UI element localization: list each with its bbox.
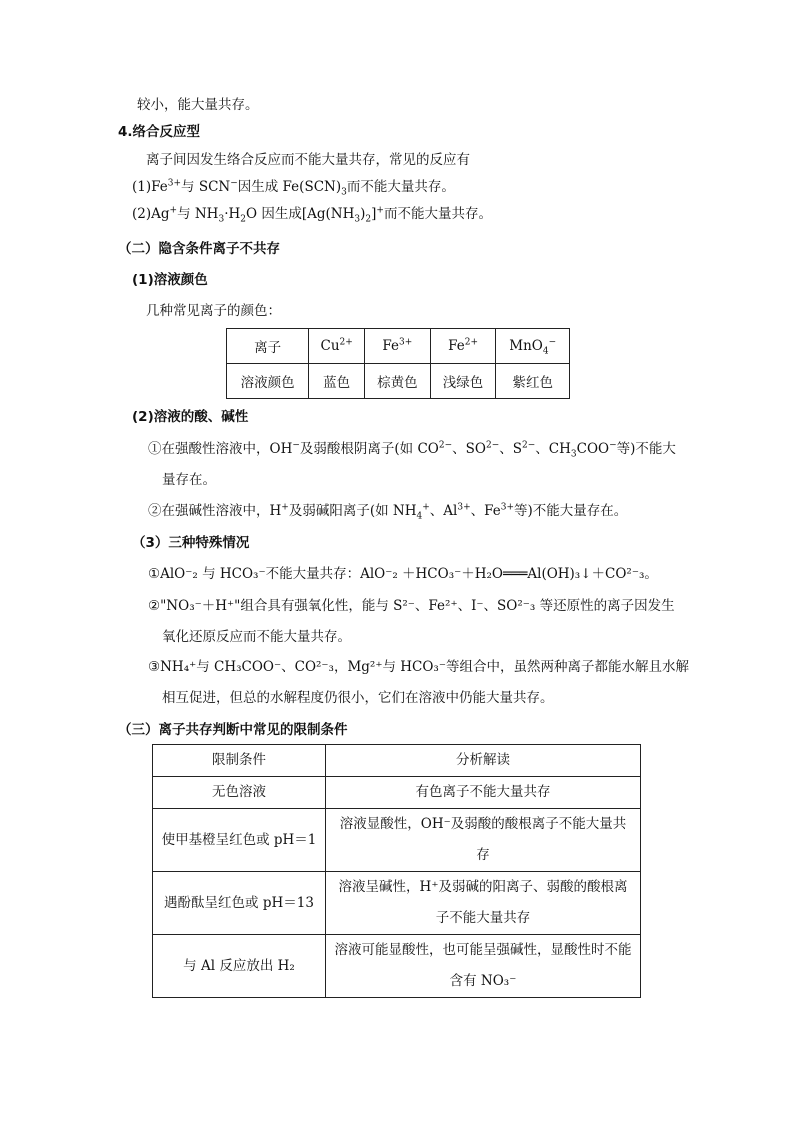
table-row — [153, 935, 641, 998]
table-row — [153, 872, 641, 935]
table-cell: 溶液颜色 — [227, 364, 309, 399]
table-cell: 紫红色 — [496, 364, 570, 399]
acid-condition-line-1: ①在强酸性溶液中，OH−及弱酸根阴离子(如 $CO^{2-}$、$SO^{2-}$、$S^{2-}$、$CH_3COO^-$等)不能大 — [148, 440, 676, 460]
table-cell: 与 Al 反应放出 H₂ — [153, 935, 326, 998]
special-case-3-line-2: 相互促进，但总的水解程度仍很小，它们在溶液中仍能大量共存。 — [162, 690, 554, 706]
table-cell: $Cu^{2+}$ — [309, 329, 365, 364]
section-heading-hidden-conditions: （二）隐含条件离子不共存 — [118, 241, 280, 257]
table-cell — [326, 935, 641, 998]
table-cell: 分析解读 — [326, 745, 641, 777]
cell-line: 含有 NO₃⁻ — [449, 973, 517, 989]
color-intro: 几种常见离子的颜色： — [146, 303, 281, 319]
special-case-2-line-2: 氧化还原反应而不能大量共存。 — [162, 629, 351, 645]
subheading-acid-base: (2)溶液的酸、碱性 — [132, 409, 249, 425]
table-row — [153, 809, 641, 872]
table-cell: 无色溶液 — [153, 777, 326, 809]
cell-line: 溶液显酸性，OH⁻及弱酸的酸根离子不能大量共 — [339, 816, 627, 832]
table-cell: MnO$_4$− — [496, 329, 570, 364]
ion-color-table — [226, 328, 570, 399]
table-row — [227, 364, 570, 399]
cell-line: 子不能大量共存 — [435, 910, 531, 926]
restriction-table — [152, 744, 641, 998]
table-cell: 有色离子不能大量共存 — [326, 777, 641, 809]
cell-line: 溶液可能显酸性，也可能呈强碱性，显酸性时不能 — [334, 942, 632, 958]
table-cell — [326, 872, 641, 935]
table-row — [153, 745, 641, 777]
coordination-item-1: $(1)Fe^{3+}$与 SCN−因生成 $Fe(SCN)_3$而不能大量共存。 — [132, 178, 455, 198]
table-cell: 使甲基橙呈红色或 pH＝1 — [153, 809, 326, 872]
table-cell: 限制条件 — [153, 745, 326, 777]
table-row — [153, 777, 641, 809]
acid-condition-line-2: 量存在。 — [162, 472, 216, 488]
special-case-3-line-1: ③NH₄⁺与 CH₃COO⁻、CO²⁻₃，Mg²⁺与 HCO₃⁻等组合中，虽然两种离子都能水解且水解 — [148, 659, 689, 675]
table-cell: $Fe^{2+}$ — [430, 329, 496, 364]
subheading-special-cases: （3）三种特殊情况 — [132, 535, 250, 551]
table-cell — [326, 809, 641, 872]
coordination-item-2: (2)Ag+与 $NH_3\cdot H_2O$ 因生成$[Ag(NH_3)_2]^+$而不能大量共存。 — [132, 205, 492, 225]
cell-line: 存 — [476, 847, 490, 863]
table-cell: 棕黄色 — [364, 364, 430, 399]
table-cell: 浅绿色 — [430, 364, 496, 399]
cell-line: 溶液呈碱性，H⁺及弱碱的阳离子、弱酸的酸根离 — [338, 879, 628, 895]
base-condition-line: ②在强碱性溶液中，H+及弱碱阳离子(如 $NH_4^+$、$Al^{3+}$、$Fe^{3+}$等)不能大量存在。 — [148, 502, 628, 522]
subheading-solution-color: (1)溶液颜色 — [132, 272, 208, 288]
special-case-2-line-1: ②"NO₃⁻＋H⁺"组合具有强氧化性，能与 S²⁻、Fe²⁺、I⁻、SO²⁻₃ 等还原性的离子因发生 — [148, 598, 675, 614]
section-heading-coordination: 4.络合反应型 — [118, 124, 201, 140]
table-cell: $Fe^{3+}$ — [364, 329, 430, 364]
paragraph-continuation: 较小，能大量共存。 — [137, 97, 259, 113]
table-row — [227, 329, 570, 364]
section-heading-restrictions: （三）离子共存判断中常见的限制条件 — [118, 722, 348, 738]
table-cell: 蓝色 — [309, 364, 365, 399]
coordination-intro: 离子间因发生络合反应而不能大量共存，常见的反应有 — [146, 152, 470, 168]
table-cell: 遇酚酞呈红色或 pH＝13 — [153, 872, 326, 935]
special-case-1: ①AlO⁻₂ 与 HCO₃⁻不能大量共存：AlO⁻₂ ＋HCO₃⁻＋H₂O═══Al(OH)₃↓＋CO²⁻₃。 — [148, 566, 658, 582]
table-cell: 离子 — [227, 329, 309, 364]
